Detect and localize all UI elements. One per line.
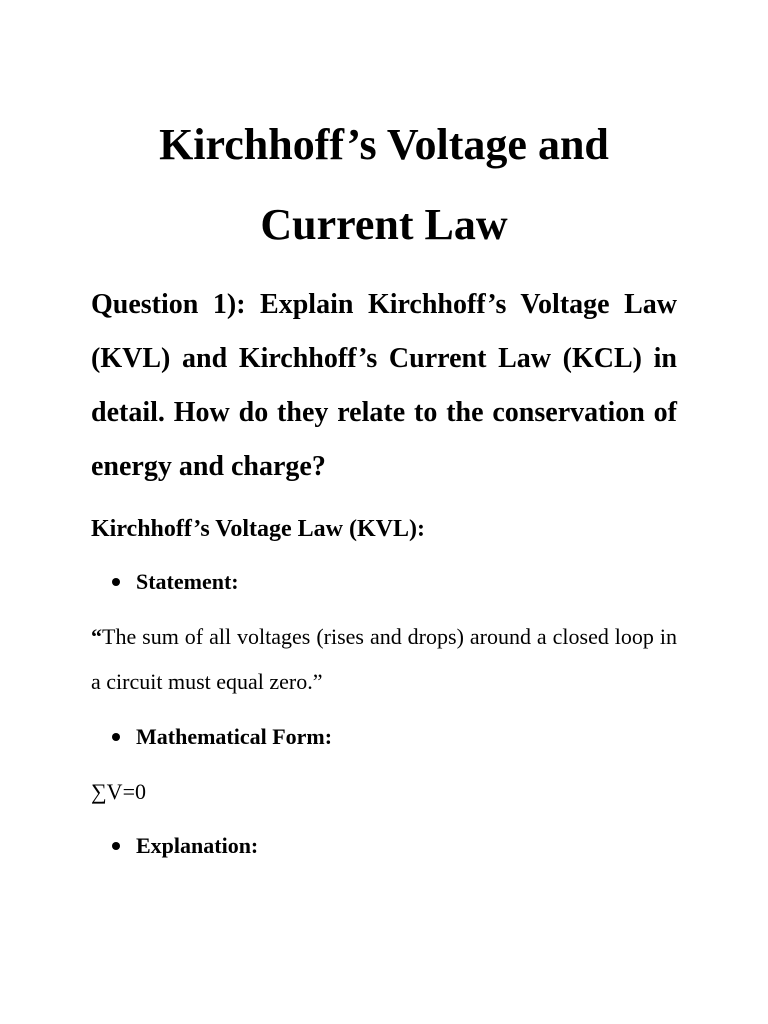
bullet-statement-label: Statement: <box>136 569 239 594</box>
bullet-explanation <box>112 831 672 861</box>
question-text: Question 1): Explain Kirchhoff’s Voltage Law (KVL) and Kirchhoff’s Current Law (KCL) in detail. How do they relate to the conservation of energy and charge? <box>91 289 677 482</box>
bullet-explanation-label: Explanation: <box>136 833 259 858</box>
bullet-dot-icon <box>112 842 120 850</box>
title-line-1: Kirchhoff’s Voltage and <box>159 120 609 169</box>
document-title <box>0 105 768 265</box>
statement-open-quote: “ <box>91 624 102 649</box>
bullet-math-form-label: Mathematical Form: <box>136 724 333 749</box>
bullet-math-form <box>112 722 672 752</box>
statement-paragraph <box>91 614 677 704</box>
kvl-formula: ∑V=0 <box>91 779 146 804</box>
bullet-dot-icon <box>112 578 120 586</box>
kvl-section-heading: Kirchhoff’s Voltage Law (KVL): <box>91 516 425 542</box>
statement-text: The sum of all voltages (rises and drops) around a closed loop in a circuit must equal zero.” <box>91 624 677 694</box>
title-line-2: Current Law <box>260 200 508 249</box>
bullet-statement <box>112 567 672 597</box>
bullet-dot-icon <box>112 733 120 741</box>
